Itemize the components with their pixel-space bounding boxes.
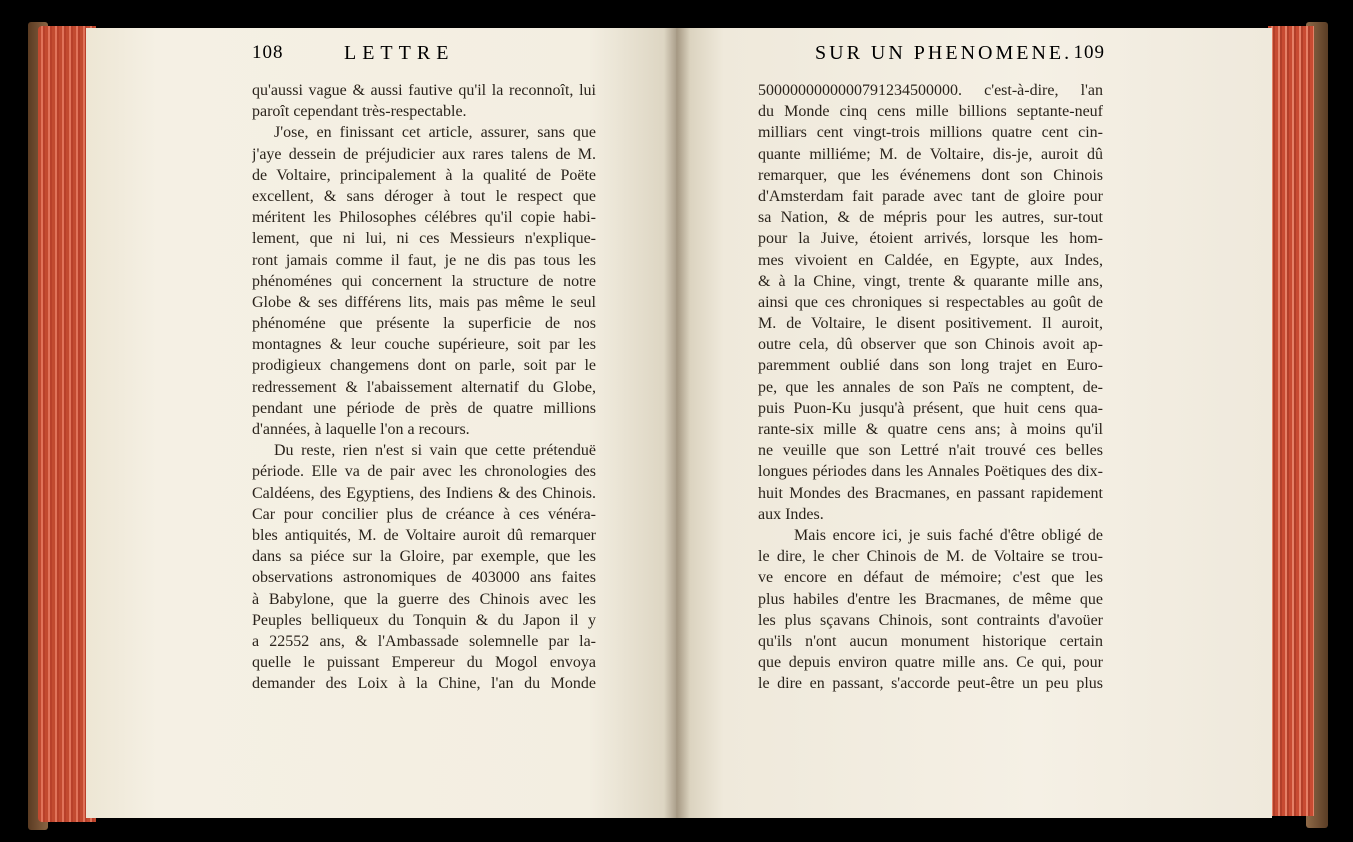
text-line: les plus sçavans Chinois, sont contraints d'avoüer bbox=[758, 611, 1103, 629]
text-line: à Babylone, que la guerre des Chinois avec les bbox=[252, 590, 596, 608]
text-line: pour la Juive, étoient arrivés, lorsque les hom- bbox=[758, 230, 1103, 248]
left-running-title: LETTRE bbox=[344, 42, 455, 64]
text-line: huit Mondes des Bracmanes, en passant rapidement bbox=[758, 484, 1103, 502]
text-line: Peuples belliqueux du Tonquin & du Japon il y bbox=[252, 611, 596, 629]
text-line: remarquer, que les événemens dont son Chinois bbox=[758, 166, 1103, 184]
text-line: & à la Chine, vingt, trente & quarante mille ans, bbox=[758, 272, 1103, 290]
text-line: paremment oublié dans son long trajet en Euro- bbox=[758, 357, 1103, 375]
text-line: phénoméne que présente la superficie de nos bbox=[252, 315, 596, 333]
text-line: sa Nation, & de mépris pour les autres, sur-tout bbox=[758, 209, 1103, 227]
right-running-title: SUR UN PHENOMENE. bbox=[815, 42, 1073, 64]
text-line: 5000000000000791234500000. c'est-à-dire, l'an bbox=[758, 82, 1103, 99]
text-line: Mais encore ici, je suis faché d'être obligé de bbox=[794, 526, 1103, 544]
text-line: ainsi que ces chroniques si respectables au goût de bbox=[758, 293, 1103, 311]
text-line: qu'ils n'ont aucun monument historique certain bbox=[758, 632, 1103, 650]
text-line: pe, que les annales de son Païs ne comptent, de- bbox=[758, 378, 1103, 396]
text-line: que depuis environ quatre mille ans. Ce qui, pour bbox=[758, 654, 1103, 672]
text-line: d'années, à laquelle l'on a recours. bbox=[252, 421, 470, 438]
text-line: prodigieux changemens dont on parle, soit par le bbox=[252, 357, 596, 375]
text-line: rante-six mille & quatre cens ans; à moins qu'il bbox=[758, 421, 1103, 438]
text-line: le dire en passant, s'accorde peut-être un peu plus bbox=[758, 675, 1103, 693]
text-line: Caldéens, des Egyptiens, des Indiens & des Chinois. bbox=[252, 484, 596, 502]
text-line: qu'aussi vague & aussi fautive qu'il la reconnoît, lui bbox=[252, 82, 596, 99]
text-line: période. Elle va de pair avec les chronologies des bbox=[252, 463, 596, 481]
text-line: puis Puon-Ku jusqu'à présent, que huit cens qua- bbox=[758, 399, 1103, 417]
left-page-number: 108 bbox=[252, 42, 284, 63]
text-line: a 22552 ans, & l'Ambassade solemnelle par la- bbox=[252, 632, 596, 650]
book-gutter bbox=[664, 28, 690, 818]
text-line: observations astronomiques de 403000 ans faites bbox=[252, 569, 596, 587]
text-line: j'aye dessein de préjudicier aux rares talens de M. bbox=[252, 145, 596, 163]
right-red-page-edges bbox=[1268, 26, 1314, 816]
text-line: ront jamais comme il faut, je ne dis pas tous les bbox=[252, 251, 596, 269]
text-line: milliars cent vingt-trois millions quatre cent cin- bbox=[758, 124, 1103, 142]
text-line: pendant une période de près de quatre millions bbox=[252, 399, 596, 417]
text-line: du Monde cinq cens mille billions septante-neuf bbox=[758, 103, 1103, 121]
text-line: dans sa piéce sur la Gloire, par exemple, que les bbox=[252, 548, 596, 566]
text-line: le dire, le cher Chinois de M. de Voltaire se trou- bbox=[758, 548, 1103, 566]
text-line: J'ose, en finissant cet article, assurer, sans que bbox=[274, 124, 596, 142]
text-line: excellent, & sans déroger à tout le respect que bbox=[252, 187, 596, 205]
text-line: ve encore en défaut de mémoire; c'est que les bbox=[758, 569, 1103, 587]
text-line: lement, que ni lui, ni ces Messieurs n'explique- bbox=[252, 230, 596, 248]
text-line: paroît cependant très-respectable. bbox=[252, 103, 467, 121]
text-line: Globe & ses différens lits, mais pas même le seul bbox=[252, 293, 596, 311]
text-line: phénoménes qui concernent la structure de notre bbox=[252, 272, 596, 290]
text-line: M. de Voltaire, le disent positivement. Il auroit, bbox=[758, 315, 1103, 333]
text-line: ne veuille que son Lettré n'ait trouvé ces belles bbox=[758, 442, 1103, 460]
text-line: redressement & l'abaissement alternatif du Globe, bbox=[252, 378, 596, 396]
text-line: outre cela, dû observer que son Chinois avoit ap- bbox=[758, 336, 1103, 354]
text-line: de Voltaire, principalement à la qualité de Poëte bbox=[252, 166, 596, 184]
text-line: Du reste, rien n'est si vain que cette prétenduë bbox=[274, 442, 596, 460]
text-line: d'Amsterdam fait parade avec tant de gloire pour bbox=[758, 187, 1103, 205]
text-line: méritent les Philosophes célébres qu'il copie habi- bbox=[252, 209, 596, 227]
right-page-body bbox=[758, 80, 1103, 694]
right-page-number: 109 bbox=[1073, 42, 1105, 63]
text-line: montagnes & leur couche supérieure, soit par les bbox=[252, 336, 596, 354]
text-line: plus habiles d'entre les Bracmanes, de même que bbox=[758, 590, 1103, 608]
left-page-header bbox=[252, 42, 484, 66]
text-line: quelle le puissant Empereur du Mogol envoya bbox=[252, 654, 596, 672]
text-line: Car pour concilier plus de créance à ces vénéra- bbox=[252, 505, 596, 523]
text-line: aux Indes. bbox=[758, 505, 824, 523]
text-line: bles antiquités, M. de Voltaire auroit dû remarquer bbox=[252, 526, 596, 544]
text-line: mes vivoient en Caldée, en Egypte, aux Indes, bbox=[758, 251, 1103, 269]
text-line: longues périodes dans les Annales Poëtiques des dix- bbox=[758, 463, 1103, 481]
left-page-body bbox=[252, 80, 596, 694]
text-line: quante milliéme; M. de Voltaire, dis-je, auroit dû bbox=[758, 145, 1103, 163]
right-page-header bbox=[815, 42, 1105, 66]
text-line: demander des Loix à la Chine, l'an du Monde bbox=[252, 675, 596, 693]
